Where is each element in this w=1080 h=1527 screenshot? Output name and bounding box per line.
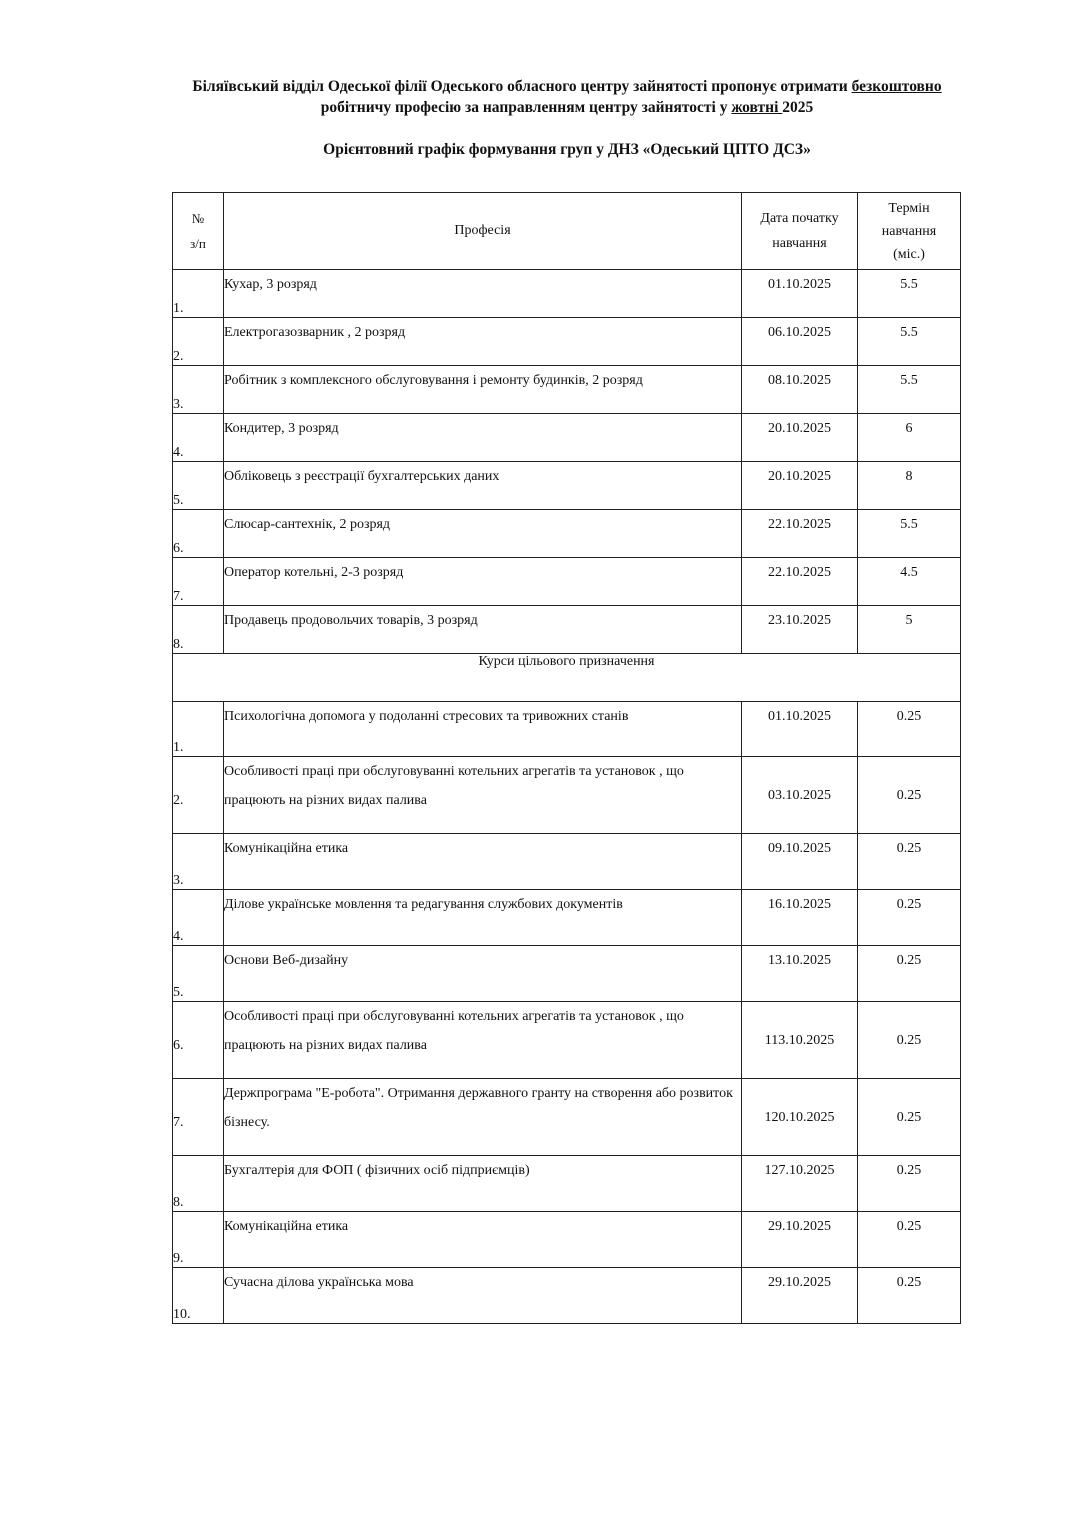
row-start-date: 20.10.2025 [742,462,858,510]
row-profession: Електрогазозварник , 2 розряд [224,318,742,366]
row-profession: Продавець продовольчих товарів, 3 розряд [224,606,742,654]
row-duration: 0.25 [858,1002,961,1079]
row-duration: 0.25 [858,946,961,1002]
row-number: 8. [173,606,224,654]
row-profession: Слюсар-сантехнік, 2 розряд [224,510,742,558]
table-row [173,1156,961,1212]
schedule-subtitle: Орієнтовний графік формування груп у ДНЗ «Одеський ЦПТО ДСЗ» [323,141,811,158]
column-header-date-line2: навчання [772,236,827,251]
table-row [173,946,961,1002]
row-start-date: 120.10.2025 [742,1079,858,1156]
table-row [173,366,961,414]
column-header-term-line2: навчання [881,223,937,239]
row-course: Основи Веб-дизайну [224,946,742,1002]
row-duration: 8 [858,462,961,510]
table-header-row [173,193,961,270]
row-course: Бухгалтерія для ФОП ( фізичних осіб підприємців) [224,1156,742,1212]
table-row [173,1002,961,1079]
table-row [173,318,961,366]
row-duration: 5.5 [858,366,961,414]
column-header-number-line1: № [191,211,205,226]
row-start-date: 20.10.2025 [742,414,858,462]
document-heading [0,76,1080,118]
table-row [173,270,961,318]
table-row [173,702,961,757]
row-start-date: 06.10.2025 [742,318,858,366]
row-start-date: 16.10.2025 [742,890,858,946]
row-number: 6. [173,510,224,558]
column-header-start-date [742,193,858,270]
row-number: 1. [173,270,224,318]
section-row [173,654,961,702]
row-number: 10. [173,1268,224,1324]
row-course: Комунікаційна етика [224,1212,742,1268]
row-start-date: 09.10.2025 [742,834,858,890]
row-profession: Кухар, 3 розряд [224,270,742,318]
row-duration: 0.25 [858,1212,961,1268]
row-start-date: 29.10.2025 [742,1212,858,1268]
heading-year: 2025 [782,99,814,116]
heading-free-underlined: безкоштовно [851,78,942,95]
row-duration: 5.5 [858,318,961,366]
row-start-date: 03.10.2025 [742,757,858,834]
row-number: 7. [173,1079,224,1156]
section-title-targeted-courses: Курси цільового призначення [173,654,961,702]
row-start-date: 22.10.2025 [742,558,858,606]
row-duration: 5.5 [858,510,961,558]
table-row [173,462,961,510]
row-course: Психологічна допомога у подоланні стресових та тривожних станів [224,702,742,757]
row-profession: Обліковець з реєстрації бухгалтерських даних [224,462,742,510]
table-row [173,1268,961,1324]
row-number: 2. [173,318,224,366]
column-header-number-line2: з/п [190,236,206,251]
row-duration: 0.25 [858,1268,961,1324]
row-duration: 0.25 [858,757,961,834]
row-duration: 4.5 [858,558,961,606]
table-row [173,834,961,890]
heading-line-1 [0,76,1080,97]
row-number: 8. [173,1156,224,1212]
column-header-duration [858,193,961,270]
row-course: Особливості праці при обслуговуванні котельних агрегатів та установок , що працюють на різних видах палива [224,757,742,834]
heading-month-underlined: жовтні [731,99,783,116]
table-row [173,890,961,946]
row-profession: Кондитер, 3 розряд [224,414,742,462]
schedule-table [172,192,961,1324]
table-row [173,606,961,654]
row-number: 4. [173,890,224,946]
row-duration: 5.5 [858,270,961,318]
row-duration: 0.25 [858,834,961,890]
row-duration: 6 [858,414,961,462]
column-header-profession: Професія [224,193,742,270]
row-number: 2. [173,757,224,834]
row-start-date: 127.10.2025 [742,1156,858,1212]
row-start-date: 29.10.2025 [742,1268,858,1324]
row-number: 7. [173,558,224,606]
row-number: 5. [173,946,224,1002]
table-row [173,1212,961,1268]
row-duration: 0.25 [858,1079,961,1156]
row-course: Держпрограма "Е-робота". Отримання державного гранту на створення або розвиток бізнесу. [224,1079,742,1156]
row-number: 5. [173,462,224,510]
row-number: 6. [173,1002,224,1079]
row-number: 1. [173,702,224,757]
table-row [173,558,961,606]
column-header-term-line3: (міс.) [893,246,925,262]
row-start-date: 01.10.2025 [742,270,858,318]
row-number: 3. [173,366,224,414]
row-course: Комунікаційна етика [224,834,742,890]
row-duration: 5 [858,606,961,654]
row-course: Особливості праці при обслуговуванні котельних агрегатів та установок , що працюють на різних видах палива [224,1002,742,1079]
table-row [173,1079,961,1156]
row-duration: 0.25 [858,702,961,757]
column-header-date-line1: Дата початку [760,211,839,226]
row-profession: Оператор котельні, 2-3 розряд [224,558,742,606]
row-duration: 0.25 [858,1156,961,1212]
row-start-date: 08.10.2025 [742,366,858,414]
heading-line-2 [0,97,1080,118]
table-row [173,414,961,462]
row-number: 3. [173,834,224,890]
row-start-date: 22.10.2025 [742,510,858,558]
row-start-date: 113.10.2025 [742,1002,858,1079]
table-row [173,757,961,834]
table-row [173,510,961,558]
row-number: 4. [173,414,224,462]
row-number: 9. [173,1212,224,1268]
column-header-term-line1: Термін [888,200,930,216]
column-header-number [173,193,224,270]
row-start-date: 13.10.2025 [742,946,858,1002]
row-course: Сучасна ділова українська мова [224,1268,742,1324]
row-course: Ділове українське мовлення та редагування службових документів [224,890,742,946]
row-duration: 0.25 [858,890,961,946]
row-start-date: 23.10.2025 [742,606,858,654]
row-start-date: 01.10.2025 [742,702,858,757]
row-profession: Робітник з комплексного обслуговування і ремонту будинків, 2 розряд [224,366,742,414]
heading-line-1-text: Біляївський відділ Одеської філії Одеського обласного центру зайнятості пропонує отримати [192,78,852,95]
heading-line-2-text: робітничу професію за направленням центру зайнятості у [320,99,732,116]
